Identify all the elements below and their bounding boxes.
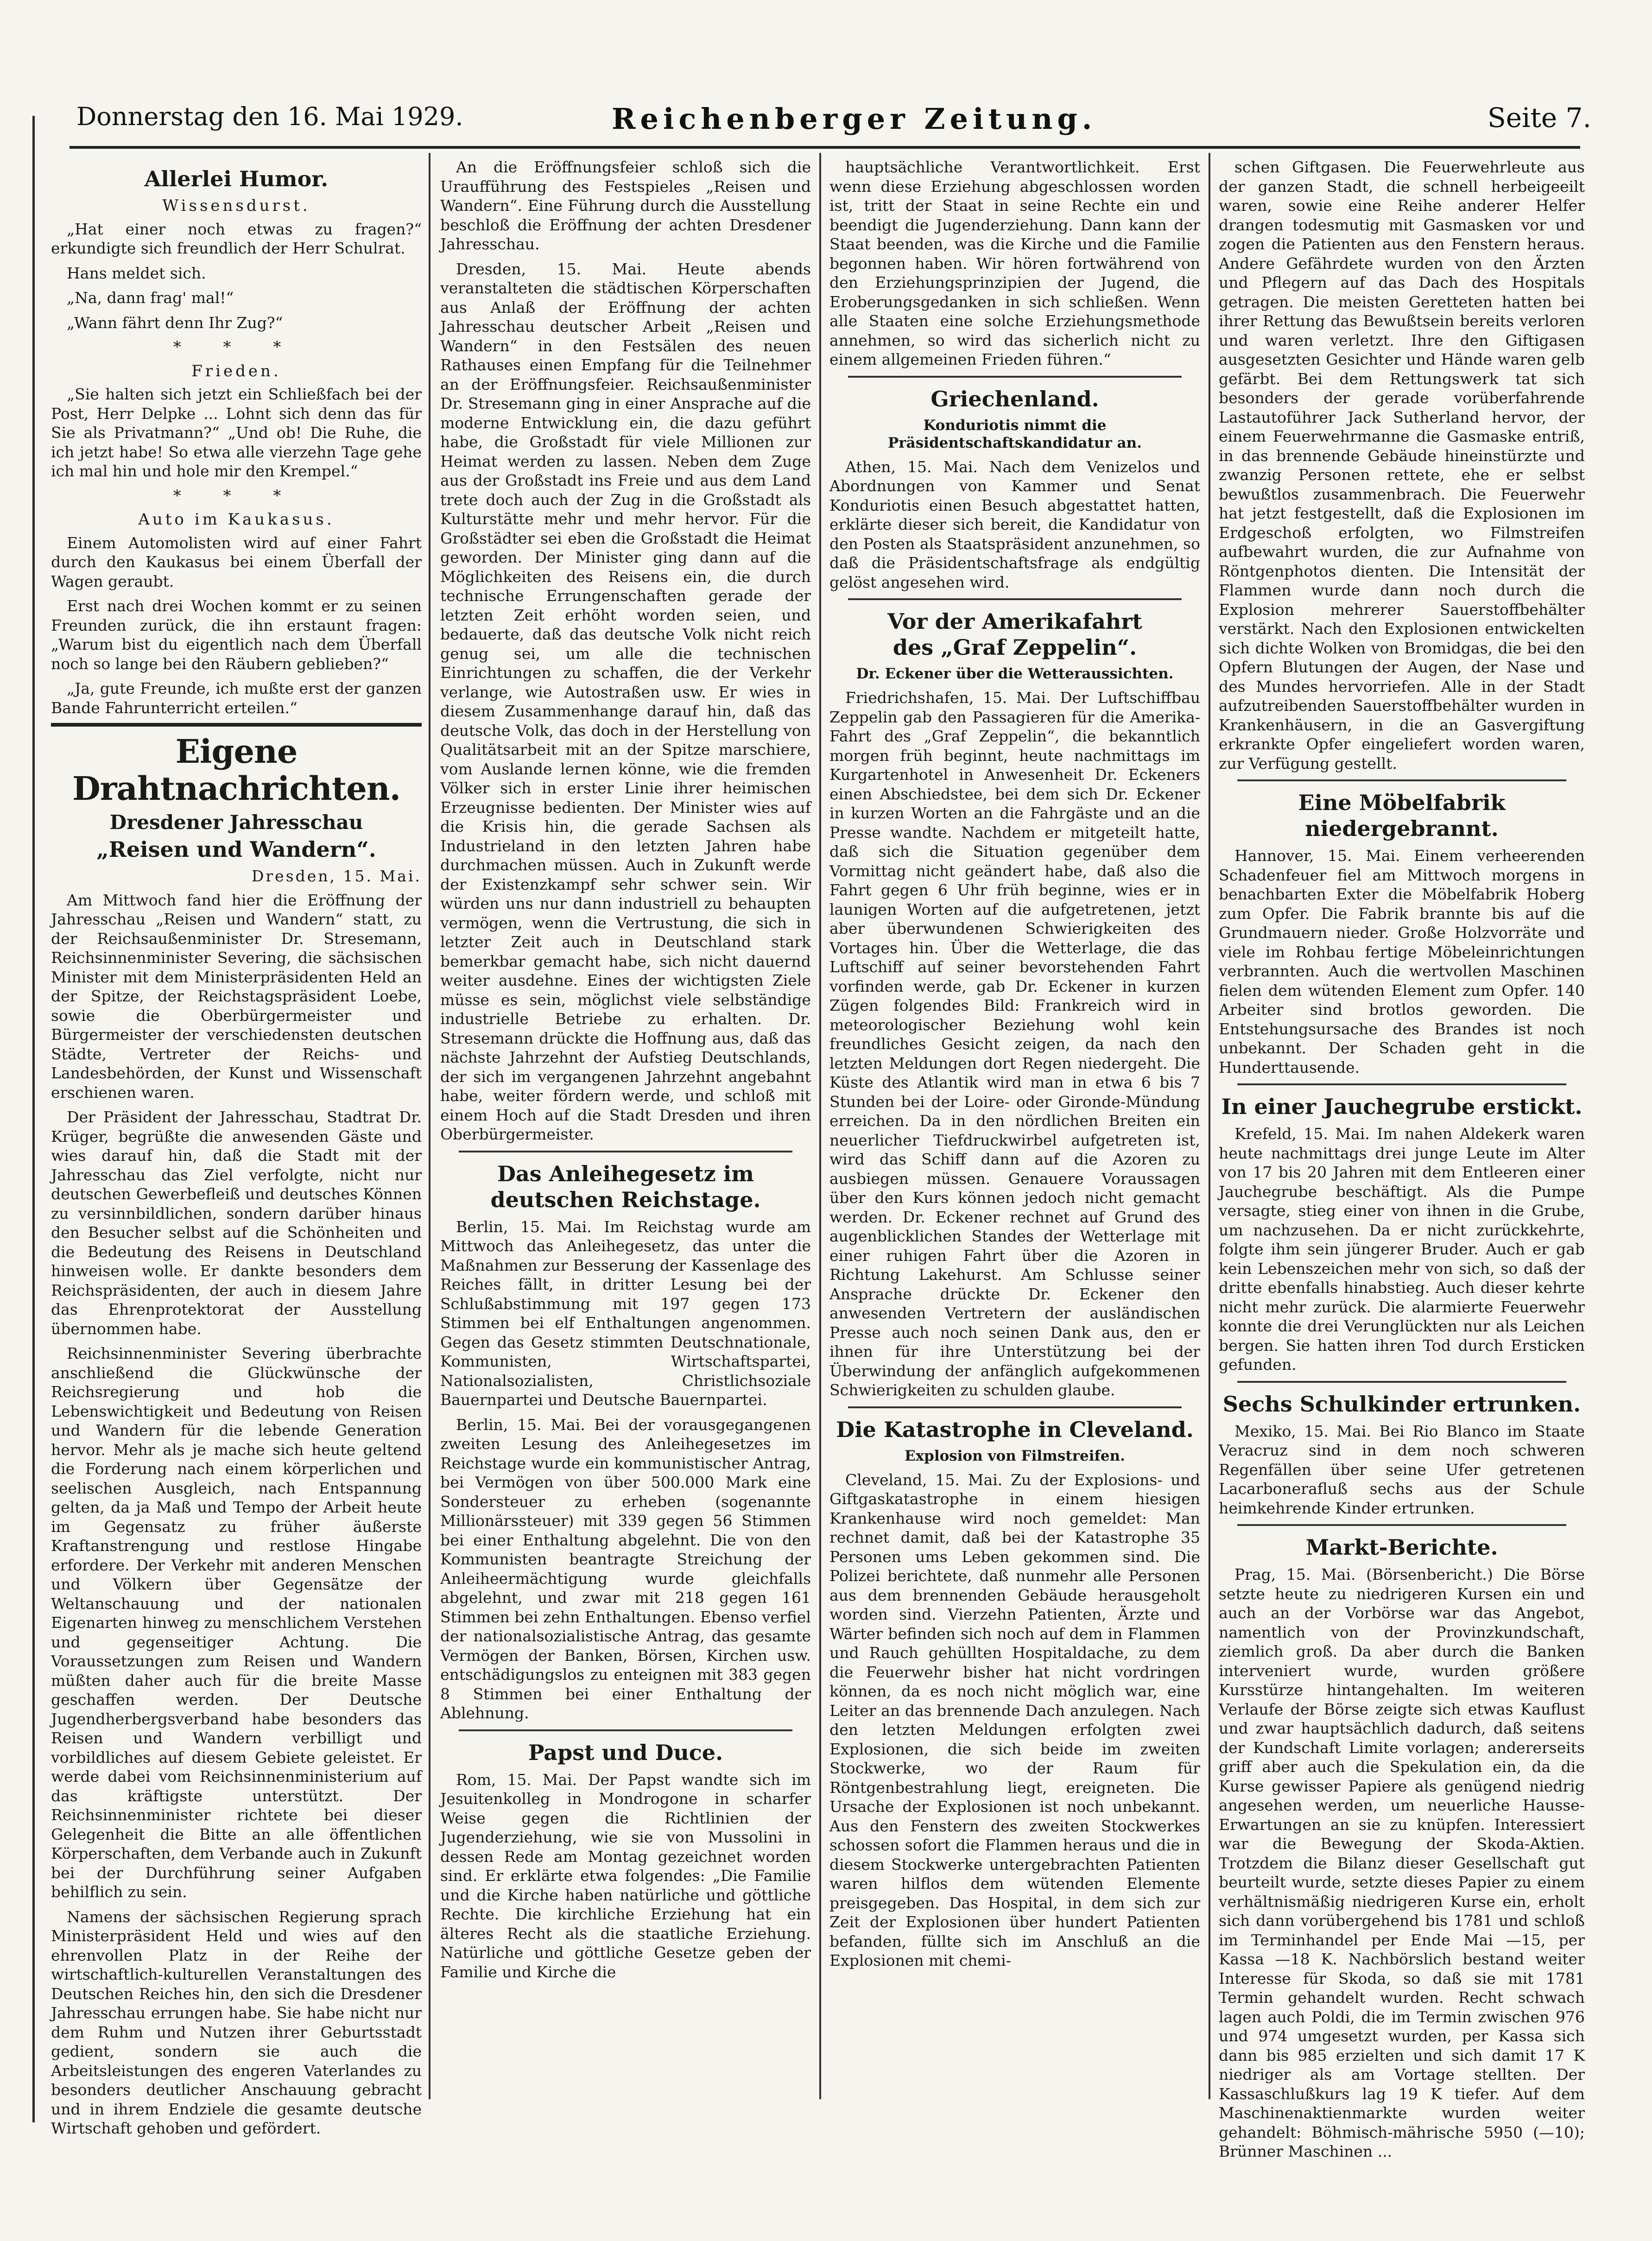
column-2 xyxy=(440,158,811,2150)
drahtnachrichten-title: Eigene Drahtnachrichten. xyxy=(72,732,401,808)
schulkinder-paragraph: Mexiko, 15. Mai. Bei Rio Blanco im Staate Veracruz sind in dem noch schweren Regenfällen über seine Ufer getretenen Lacarbonerafluß sechs aus der Schule heimkehrende Kinder ertrunken. xyxy=(1219,1422,1585,1517)
article-rule-1 xyxy=(459,1151,792,1152)
humor1-line-1: „Hat einer noch etwas zu fragen?“ erkundigte sich freundlich der Herr Schulrat. xyxy=(51,220,422,257)
jauchegrube-paragraph: Krefeld, 15. Mai. Im nahen Aldekerk waren heute nachmittags drei junge Leute im Alter von 17 bis 20 Jahren mit dem Entleeren einer Jauchegrube beschäftigt. Als die Pumpe versagte, stieg einer von ihnen in die Grube, um nachzusehen. Da er nicht zurückkehrte, folgte ihm sein jüngerer Bruder. Auch er gab kein Lebenszeichen mehr von sich, so daß der dritte ebenfalls hinabstieg. Auch dieser kehrte nicht mehr zurück. Die alarmierte Feuerwehr konnte die drei Verunglückten nur als Leichen bergen. Sie hatten ihren Tod durch Ersticken gefunden. xyxy=(1219,1125,1585,1374)
jahresschau-dateline: Dresden, 15. Mai. xyxy=(251,867,422,885)
column-rule-2 xyxy=(819,153,821,2099)
anleihe-paragraph-2: Berlin, 15. Mai. Bei der vorausgegangenen zweiten Lesung des Anleihegesetzes im Reichstage wurde ein kommunistischer Antrag, bei Vermögen von über 500.000 Mark eine Sondersteuer zu erheben (sogenannte Millionärssteuer) mit 339 gegen 56 Stimmen bei einer Enthaltung abgelehnt. Die von den Kommunisten beantragte Streichung der Anleiheermächtigung wurde gleichfalls abgelehnt, und zwar mit 218 gegen 161 Stimmen bei zehn Enthaltungen. Ebenso verfiel der nationalsozialistische Antrag, das gesamte Vermögen der Banken, Börsen, Kirchen usw. entschädigungslos zu enteignen mit 383 gegen 8 Stimmen bei einer Enthaltung der Ablehnung. xyxy=(440,1415,811,1722)
humor3-title: Auto im Kaukasus. xyxy=(138,510,335,529)
jahresschau-cont-1: An die Eröffnungsfeier schloß sich die Uraufführung des Festspieles „Reisen und Wandern“. Eine Führung durch die Ausstellung beschloß die Eröffnung der achten Dresdener Jahresschau. xyxy=(440,158,811,253)
separator-stars-2: * * * xyxy=(173,486,300,505)
griechenland-paragraph: Athen, 15. Mai. Nach dem Venizelos und Abordnungen von Kammer und Senat Konduriotis einen Besuch abgestattet hatten, erklärte dieser sich bereit, die Kandidatur von den Posten als Staatspräsident anzunehmen, so daß die Präsidentschaftsfrage als endgültig gelöst angesehen wird. xyxy=(829,457,1200,591)
marktberichte-paragraph: Prag, 15. Mai. (Börsenbericht.) Die Börse setzte heute zu niedrigeren Kursen ein und auch an der Vorbörse war das Angebot, namentlich von der Provinzkundschaft, ziemlich groß. Da aber durch die Banken interveniert wurde, wurden größere Kursstürze hintangehalten. Im weiteren Verlaufe der Börse zeigte sich etwas Kauflust und zwar hauptsächlich dadurch, daß seitens der Kundschaft Limite vorlagen; andererseits griff aber auch die Spekulation ein, da die Kurse gewisser Papiere als genügend niedrig angesehen werden, um neuerliche Hausse-Erwartungen an sie zu knüpfen. Interessiert war die Bewegung der Skoda-Aktien. Trotzdem die Bilanz dieser Gesellschaft gut beurteilt wurde, setzte dieses Papier zu einem verhältnismäßig niedrigeren Kurse ein, erholt sich dann vorübergehend bis 1781 und schloß im Terminhandel per Ende Mai —15, per Kassa —18 K. Nachbörslich bestand weiter Interesse für Skoda, so daß sie mit 1781 Termin gehandelt wurden. Recht schwach lagen auch Poldi, die im Termin zwischen 976 und 974 umgesetzt wurden, per Kassa sich dann bis 985 erzielten und sich damit 17 K niedriger als am Vortage stellten. Der Kassaschlußkurs lag 19 K tiefer. Auf dem Maschinenaktienmarkte wurden weiter gehandelt: Böhmisch-mährische 5950 (—10); Brünner Maschinen ... xyxy=(1219,1565,1585,2160)
zeppelin-subtitle: Dr. Eckener über die Wetteraussichten. xyxy=(856,665,1174,682)
separator-stars-1: * * * xyxy=(173,338,300,356)
humor1-title: Wissensdurst. xyxy=(162,196,310,215)
column-4 xyxy=(1219,158,1585,2160)
humor3-text-2: Erst nach drei Wochen kommt er zu seinen Freunden zurück, die ihn erstaunt fragen: „Warum bist du eigentlich nach dem Überfall noch so lange bei den Räubern geblieben?“ xyxy=(51,597,422,673)
header-page-number: Seite 7. xyxy=(1487,102,1592,133)
schulkinder-title: Sechs Schulkinder ertrunken. xyxy=(1222,1391,1581,1417)
article-rule-2 xyxy=(459,1729,792,1731)
humor1-line-2: Hans meldet sich. xyxy=(67,264,206,282)
zeppelin-title-1: Vor der Amerikafahrt xyxy=(887,609,1142,634)
humor1-line-3: „Na, dann frag' mal!“ xyxy=(67,289,234,307)
cleveland-cont: schen Giftgasen. Die Feuerwehrleute aus der ganzen Stadt, die schnell herbeigeeilt waren, sowie eine Reihe anderer Helfer drangen todesmutig mit Gasmasken vor und zogen die Patienten aus den Fenstern heraus. Andere Gefährdete wurden von den Ärzten und Pflegern auf das Dach des Hospitals getragen. Die meisten Geretteten hatten bei ihrer Rettung das Bewußtsein bereits verloren und waren verletzt. Ihre den Giftigasen ausgesetzten Gesichter und Hände waren gelb gefärbt. Bei dem Rettungswerk tat sich besonders der gerade vorüberfahrende Lastautoführer Jack Sutherland hervor, der einem Feuerwehrmanne die Gasmaske entriß, in das brennende Gebäude hineinstürzte und zwanzig Personen rettete, ehe er selbst bewußtlos zusammenbrach. Die Feuerwehr hat jetzt festgestellt, daß die Explosionen im Erdgeschoß erfolgten, wo Filmstreifen aufbewahrt wurden, die zur Aufnahme von Röntgenphotos dienten. Die Intensität der Flammen wurde dann noch durch die Explosion mehrerer Sauerstoffbehälter verstärkt. Nach den Explosionen entwickelten sich dichte Wolken von Bromidgas, die bei den Opfern Blutungen der Augen, der Nase und des Mundes hervorriefen. Alle in der Stadt aufzutreibenden Sauerstoffbehälter wurden in Krankenhäusern, in die an Gasvergiftung erkrankte Opfer eingeliefert worden waren, zur Verfügung gestellt. xyxy=(1219,158,1585,772)
article-rule-4 xyxy=(848,598,1182,600)
cleveland-title: Die Katastrophe in Cleveland. xyxy=(836,1417,1194,1442)
jahresschau-cont-2: Dresden, 15. Mai. Heute abends veranstalteten die städtischen Körperschaften aus Anlaß der Eröffnung der achten Jahresschau deutscher Arbeit „Reisen und Wandern“ in den Festsälen des neuen Rathauses einen Empfang für die Teilnehmer an der Eröffnungsfeier. Reichsaußenminister Dr. Stresemann ging in einer Ansprache auf die moderne Entwicklung ein, die dazu geführt habe, die Großstadt für viele Millionen zur Heimat werden zu lassen. Neben dem Zuge aus der Großstadt ins Freie und aus dem Land trete doch auch der Zug in die Großstadt als Kulturstätte mehr und mehr hervor. Für die Großstädter sei eben die Großstadt die Heimat geworden. Der Minister ging dann auf die Möglichkeiten des Reisens ein, die durch technische Errungenschaften gerade der letzten Zeit erhöht worden seien, und bedauerte, daß das deutsche Volk nicht reich genug sei, um alle die technischen Einrichtungen zu schaffen, die der Verkehr verlange, wie Autostraßen usw. Er wies in diesem Zusammenhange darauf hin, daß das deutsche Volk, das doch in der Herstellung von Qualitätsarbeit mit an der Spitze marschiere, vom Auslande lernen könne, wie die fremden Völker sich in erster Linie ihrer heimischen Erzeugnisse bedienten. Der Minister wies auf die Krisis hin, die gerade Sachsen als Industrieland in den letzten Jahren habe durchmachen müssen. Auch in Zukunft werde der Existenzkampf sehr schwer sein. Wir würden uns nur dann industriell zu behaupten vermögen, wenn die Vertrustung, die sich in letzter Zeit auch in Deutschland stark bemerkbar gemacht habe, sich nicht dauernd weiter ausdehne. Eines der wichtigsten Ziele müsse es sein, möglichst viele selbständige industrielle Betriebe zu erhalten. Dr. Stresemann drückte die Hoffnung aus, daß das nächste Jahrzehnt der Aufstieg Deutschlands, der sich im vergangenen Jahrzehnt angebahnt habe, weiter fördern werde, und schloß mit einem Hoch auf die Stadt Dresden und ihren Oberbürgermeister. xyxy=(440,260,811,1143)
article-rule-6 xyxy=(1237,779,1566,781)
cleveland-subtitle: Explosion von Filmstreifen. xyxy=(905,1447,1125,1464)
marktberichte-title: Markt-Berichte. xyxy=(1305,1535,1498,1560)
jahresschau-title: Dresdener Jahresschau xyxy=(109,811,363,834)
humor2-text: „Sie halten sich jetzt ein Schließfach bei der Post, Herr Delpke ... Lohnt sich denn das für Sie als Privatmann?“ „Und ob! Die Ruhe, die ich jetzt habe! So etwa alle vierzehn Tage gehe ich mal hin und hole mir den Krempel.“ xyxy=(51,385,422,480)
jahresschau-subtitle: „Reisen und Wandern“. xyxy=(96,837,376,862)
humor3-text-1: Einem Automolisten wird auf einer Fahrt durch den Kaukasus bei einem Überfall der Wagen geraubt. xyxy=(51,533,422,590)
article-rule-7 xyxy=(1237,1083,1566,1085)
jahresschau-paragraph-2: Der Präsident der Jahresschau, Stadtrat Dr. Krüger, begrüßte die anwesenden Gäste und wies darauf hin, daß die Stadt mit der Jahresschau das Ziel verfolgte, nicht nur deutschen Gewerbefleiß und deutsches Können zu versinnbildlichen, sondern darüber hinaus den Besucher selbst auf die Schönheiten und die Bedeutung des Reisens in Deutschland hinweisen wolle. Er dankte besonders dem Reichspräsidenten, der auch in diesem Jahre das Ehrenprotektorat der Ausstellung übernommen habe. xyxy=(51,1108,422,1338)
moebelfabrik-paragraph: Hannover, 15. Mai. Einem verheerenden Schadenfeuer fiel am Mittwoch morgens in benachbarten Exter die Möbelfabrik Hoberg zum Opfer. Die Fabrik brannte bis auf die Grundmauern nieder. Große Holzvorräte und viele im Rohbau fertige Möbeleinrichtungen verbrannten. Auch die wertvollen Maschinen fielen dem wütenden Element zum Opfer. 140 Arbeiter sind brotlos geworden. Die Entstehungsursache des Brandes ist noch unbekannt. Der Schaden geht in die Hunderttausende. xyxy=(1219,847,1585,1076)
anleihe-title: Das Anleihegesetz im deutschen Reichstage. xyxy=(490,1161,761,1212)
griechenland-title: Griechenland. xyxy=(930,386,1099,411)
papst-cont: hauptsächliche Verantwortlichkeit. Erst wenn diese Erziehung abgeschlossen worden ist, tritt der Staat in seine Rechte ein und beendigt die Jugenderziehung. Dann kann der Staat beenden, was die Kirche und die Familie begonnen haben. Wir hören fortwährend von den Erziehungsprinzipien der Jugend, die Eroberungsgedanken in sich schließen. Wenn alle Staaten eine solche Erziehungsmethode annehmen, so wird das sicherlich nicht zu einem allgemeinen Frieden führen.“ xyxy=(829,158,1200,368)
article-rule-5 xyxy=(848,1406,1182,1408)
zeppelin-paragraph: Friedrichshafen, 15. Mai. Der Luftschiffbau Zeppelin gab den Passagieren für die Amerika-Fahrt des „Graf Zeppelin“, die bekanntlich morgen früh beginnt, heute nachmittags im Kurgartenhotel in Anwesenheit Dr. Eckeners einen Abschiedstee, bei dem sich Dr. Eckener in kurzen Worten an die Fahrgäste und an die Presse wandte. Nachdem er mitgeteilt hatte, daß sich die Situation gegenüber dem Vormittag nicht geändert habe, daß also die Fahrt gegen 6 Uhr früh beginne, wies er in launigen Worten auf die aufgetretenen, jetzt aber überwundenen Schwierigkeiten des Vortages hin. Über die Wetterlage, die das Luftschiff auf seiner bevorstehenden Fahrt vorfinden werde, gab Dr. Eckener in kurzen Zügen folgendes Bild: Frankreich wird in meteorologischer Beziehung wohl kein freundliches Gesicht zeigen, da nach den letzten Meldungen dort Regen niedergeht. Die Küste des Atlantik wird man in etwa 6 bis 7 Stunden bei der Loire- oder Gironde-Mündung erreichen. Da in den nördlichen Breiten ein neuerlicher Tiefdruckwirbel aufgetreten ist, wird das Schiff dann auf die Azoren zu ausbiegen müssen. Genauere Voraussagen über den Kurs können jedoch nicht gemacht werden. Dr. Eckener rechnet auf Grund des augenblicklichen Standes der Wetterlage mit einer ruhigen Fahrt über die Azoren in Richtung Lakehurst. Am Schlusse seiner Ansprache drückte Dr. Eckener den anwesenden Vertretern der ausländischen Presse auch noch seinen Dank aus, den er ihnen für ihre Unterstützung bei der Überwindung der anfänglich aufgekommenen Schwierigkeiten zu schulden glaube. xyxy=(829,689,1200,1399)
jahresschau-paragraph-1: Am Mittwoch fand hier die Eröffnung der Jahresschau „Reisen und Wandern“ statt, zu der Reichsaußenminister Dr. Stresemann, Reichsinnenminister Severing, die sächsischen Minister mit dem Ministerpräsidenten Held an der Spitze, der Reichstagspräsident Loebe, sowie die Oberbürgermeister und Bürgermeister der verschiedensten deutschen Städte, Vertreter der Reichs- und Landesbehörden, der Kunst und Wissenschaft erschienen waren. xyxy=(51,891,422,1102)
column-rule-1 xyxy=(429,153,430,2099)
papst-title: Papst und Duce. xyxy=(528,1740,723,1765)
article-rule-8 xyxy=(1237,1381,1566,1383)
griechenland-subtitle: Konduriotis nimmt die Präsidentschaftskandidatur an. xyxy=(888,417,1142,451)
article-rule-3 xyxy=(848,376,1182,378)
section-rule xyxy=(51,723,422,727)
jahresschau-paragraph-4: Namens der sächsischen Regierung sprach Ministerpräsident Held und wies auf den ehrenvollen Platz in der Reihe der wirtschaftlich-kulturellen Veranstaltungen des Deutschen Reiches hin, den sich die Dresdener Jahresschau errungen habe. Sie habe nicht nur dem Ruhm und Nutzen ihrer Geburtsstadt gedient, sondern sie auch die Arbeitsleistungen des engeren Vaterlandes zu besonders deutlicher Anschauung gebracht und in ihrem Endziele die gesamte deutsche Wirtschaft gehoben und gefördert. xyxy=(51,1907,422,2137)
humor2-title: Frieden. xyxy=(191,361,281,380)
header-date: Donnerstag den 16. Mai 1929. xyxy=(76,102,463,131)
header-paper-title: Reichenberger Zeitung. xyxy=(612,102,1097,136)
humor-title: Allerlei Humor. xyxy=(144,166,329,191)
page-edge-line xyxy=(32,116,35,2122)
article-rule-9 xyxy=(1237,1524,1566,1526)
cleveland-paragraph: Cleveland, 15. Mai. Zu der Explosions- und Giftgaskatastrophe in einem hiesigen Krankenhause wird noch gemeldet: Man rechnet damit, daß bei der Katastrophe 35 Personen ums Leben gekommen sind. Die Polizei berichtete, daß nunmehr alle Personen aus dem brennenden Gebäude herausgeholt worden sind. Vierzehn Patienten, Ärzte und Wärter befinden sich noch auf dem in Flammen und Rauch gehüllten Hospitaldache, zu dem die Feuerwehr bisher hat nicht vordringen können, da es noch nicht möglich war, eine Leiter an das brennende Dach anzulegen. Nach den letzten Meldungen erfolgten zwei Explosionen, die sich beide im zweiten Stockwerke, wo der Raum für Röntgenbestrahlung liegt, ereigneten. Die Ursache der Explosionen ist noch unbekannt. Aus den Fenstern des zweiten Stockwerkes schossen sofort die Flammen heraus und die in diesem Stockwerke untergebrachten Patienten waren hilflos dem wütenden Elemente preisgegeben. Das Hospital, in dem sich zur Zeit der Explosionen über hundert Patienten befanden, füllte sich im Anschluß an die Explosionen mit chemi- xyxy=(829,1470,1200,1969)
zeppelin-title-2: des „Graf Zeppelin“. xyxy=(892,635,1137,660)
header-rule xyxy=(70,146,1580,149)
humor1-line-4: „Wann fährt denn Ihr Zug?“ xyxy=(67,313,283,332)
jahresschau-paragraph-3: Reichsinnenminister Severing überbrachte anschließend die Glückwünsche der Reichsregierung und hob die Lebenswichtigkeit und Bedeutung von Reisen und Wandern für die lebende Generation hervor. Mehr als je mache sich heute geltend die Forderung nach einem körperlichen und seelischen Ausgleich, nach Entspannung gelten, da ja Maß und Tempo der Arbeit heute im Gegensatz zu früher äußerste Kraftanstrengung und restlose Hingabe erfordere. Der Verkehr mit anderen Menschen und Völkern über Gegensätze der Weltanschauung und der nationalen Eigenarten hinweg zu menschlichem Verstehen und gegenseitiger Achtung. Die Voraussetzungen zum Reisen und Wandern müßten daher auch für die breite Masse geschaffen werden. Der Deutsche Jugendherbergsverband habe besonders das Reisen und Wandern verbilligt und vorbildliches auf diesem Gebiete geleistet. Er werde dabei vom Reichsinnenministerium auf das kräftigste unterstützt. Der Reichsinnenminister richtete bei dieser Gelegenheit die Bitte an alle öffentlichen Körperschaften, dem Verbande auch in Zukunft bei der Durchführung seiner Aufgaben behilflich zu sein. xyxy=(51,1344,422,1901)
papst-paragraph-1: Rom, 15. Mai. Der Papst wandte sich im Jesuitenkolleg in Mondrogone in scharfer Weise gegen die Richtlinien der Jugenderziehung, wie sie von Mussolini in dessen Rede am Montag gezeichnet worden sind. Er erklärte etwa folgendes: „Die Familie und die Kirche haben natürliche und göttliche Rechte. Die kirchliche Erziehung hat ein älteres Recht als die staatliche Erziehung. Natürliche und göttliche Gesetze geben der Familie und Kirche die xyxy=(440,1770,811,1981)
column-1 xyxy=(51,158,422,2150)
anleihe-paragraph-1: Berlin, 15. Mai. Im Reichstag wurde am Mittwoch das Anleihegesetz, das unter die Maßnahmen zur Besserung der Kassenlage des Reiches fällt, in dritter Lesung bei der Schlußabstimmung mit 197 gegen 173 Stimmen bei elf Enthaltungen angenommen. Gegen das Gesetz stimmten Deutschnationale, Kommunisten, Wirtschaftspartei, Nationalsozialisten, Christlichsoziale Bauernpartei und Deutsche Bauernpartei. xyxy=(440,1217,811,1409)
moebelfabrik-title: Eine Möbelfabrik niedergebrannt. xyxy=(1298,790,1506,841)
jauchegrube-title: In einer Jauchegrube erstickt. xyxy=(1221,1094,1582,1119)
column-3 xyxy=(829,158,1200,2150)
column-rule-3 xyxy=(1209,153,1210,2099)
humor3-text-3: „Ja, gute Freunde, ich mußte erst der ganzen Bande Fahrunterricht erteilen.“ xyxy=(51,679,422,717)
